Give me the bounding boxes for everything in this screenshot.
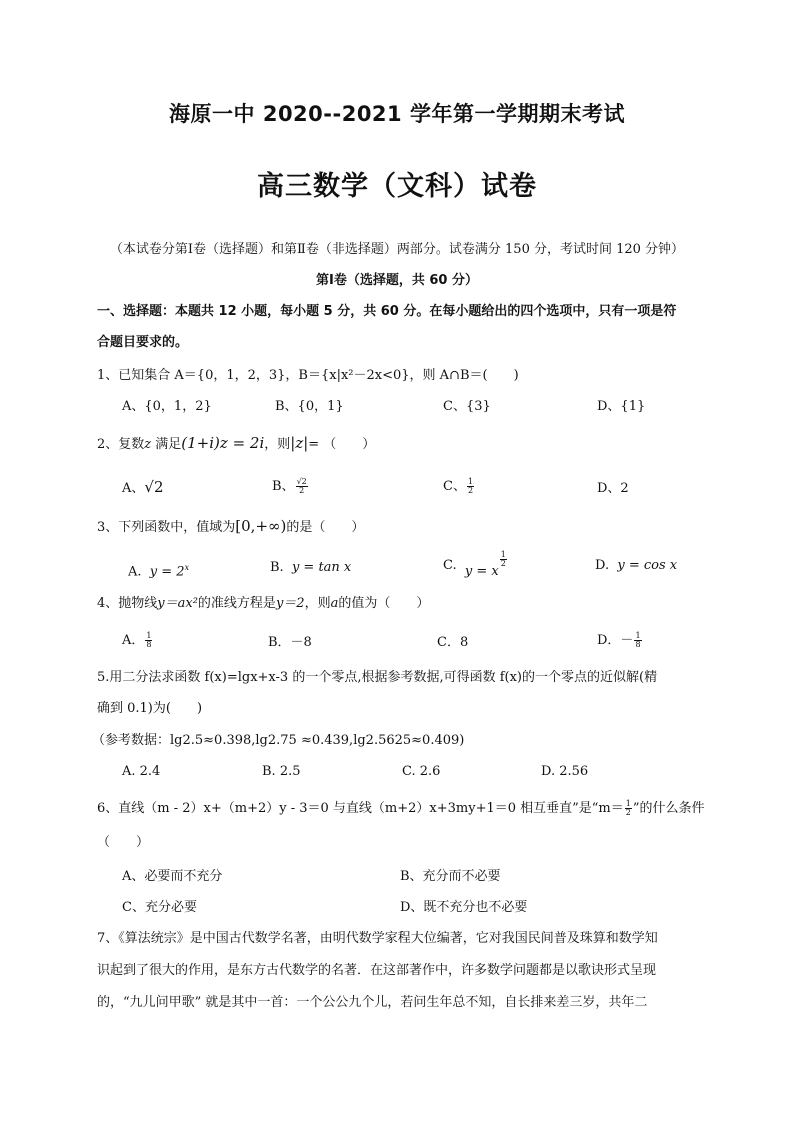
question-4-option-c: C．8 — [437, 635, 469, 650]
question-4-option-d — [597, 631, 643, 651]
q3-b-value: y = tan x — [291, 560, 352, 575]
q4-a-num: 1 — [146, 631, 152, 640]
q3-d-value: y = cos x — [617, 558, 678, 573]
q3-stem-post: 的是（ ） — [286, 520, 365, 535]
q6-frac-num: 1 — [625, 799, 631, 808]
q4-mid: 的准线方程是 — [197, 596, 276, 611]
q3-d-label: D. — [595, 558, 610, 573]
q2-equation: (1+i)z = 2i — [181, 434, 265, 452]
question-3-stem — [97, 516, 364, 538]
section-heading: 第Ⅰ卷（选择题，共 60 分） — [316, 273, 478, 288]
question-2-option-a — [122, 477, 164, 499]
question-3-option-c — [443, 550, 508, 579]
question-6-option-a: A、必要而不充分 — [122, 869, 223, 884]
question-5-stem-line1: 5.用二分法求函数 f(x)=lgx+x-3 的一个零点,根据参考数据,可得函数 f(x)的一个零点的近似解(精 — [97, 670, 658, 685]
question-1-option-d: D、{1} — [597, 399, 646, 414]
question-3-option-a — [128, 558, 189, 582]
q6-frac-den: 2 — [625, 808, 631, 817]
q2-a-label: A、 — [122, 481, 145, 496]
q4-a-den: 8 — [146, 640, 152, 649]
question-5-option-a: A. 2.4 — [122, 764, 161, 779]
q2-b-label: B、 — [272, 479, 295, 494]
question-2-option-b — [272, 477, 309, 497]
q3-b-label: B. — [270, 560, 284, 575]
question-6-option-d: D、既不充分也不必要 — [400, 900, 528, 915]
q6-stem-post: ”的什么条件 — [632, 801, 705, 816]
q2-z: z — [144, 437, 152, 452]
question-6-option-b: B、充分而不必要 — [400, 869, 501, 884]
q2-b-num: √2 — [296, 477, 307, 486]
question-5-option-d: D. 2.56 — [541, 764, 589, 779]
q2-stem-pre: 2、复数 — [97, 437, 145, 452]
q2-post: ，则 — [264, 437, 291, 452]
q6-stem-pre: 6、直线（m - 2）x+（m+2）y - 3＝0 与直线（m+2）x+3my+1＝0 相互垂直”是“m＝ — [97, 801, 624, 816]
q4-a-label: A． — [122, 633, 145, 648]
q3-interval: [0,+∞) — [235, 517, 287, 535]
question-4-option-a — [122, 631, 153, 651]
q2-c-den: 2 — [467, 486, 474, 495]
question-1-stem: 1、已知集合 A＝{0，1，2，3}，B＝{x|x²－2x<0}，则 A∩B＝( ) — [97, 368, 519, 383]
question-3-option-b — [270, 558, 351, 578]
question-7-line3: 的，“九儿问甲歌” 就是其中一首：一个公公九个儿，若问生年总不知，自长排来差三岁，共年二 — [97, 995, 648, 1010]
part1-intro-line1: 一、选择题：本题共 12 小题，每小题 5 分，共 60 分。在每小题给出的四个选项中，只有一项是符 — [97, 304, 677, 319]
q2-a-value: √2 — [144, 478, 164, 496]
q4-a-fraction — [145, 632, 152, 649]
question-1-option-a: A、{0，1，2} — [122, 399, 212, 414]
q4-d-label: D．－ — [597, 633, 634, 648]
exam-subtitle: 高三数学（文科）试卷 — [257, 171, 537, 202]
q6-fraction — [625, 800, 632, 817]
question-5-option-b: B. 2.5 — [262, 764, 301, 779]
q2-abs: |z| — [290, 434, 309, 452]
q3-a-exponent: x — [184, 563, 190, 572]
question-3-option-d — [595, 556, 677, 576]
q3-c-exponent — [500, 551, 507, 568]
q4-post: ，则 — [304, 596, 331, 611]
question-2-option-d: D、2 — [597, 481, 629, 496]
q4-eq2: y＝2 — [275, 596, 305, 611]
question-1-option-c: C、{3} — [443, 399, 491, 414]
q4-d-den: 8 — [635, 640, 641, 649]
question-6-option-c: C、充分必要 — [122, 900, 197, 915]
q2-c-fraction — [467, 478, 474, 495]
question-5-stem-line2: 确到 0.1)为( ) — [97, 701, 203, 716]
q4-stem-pre: 4、抛物线 — [97, 596, 158, 611]
question-6-paren: （ ） — [97, 835, 150, 850]
q4-d-num: 1 — [635, 631, 641, 640]
exam-title: 海原一中 2020--2021 学年第一学期期末考试 — [169, 102, 625, 126]
q4-eq1: y＝ax² — [157, 596, 198, 611]
q3-c-den: 2 — [500, 559, 506, 568]
question-6-stem — [97, 799, 705, 819]
exam-note: （本试卷分第Ⅰ卷（选择题）和第Ⅱ卷（非选择题）两部分。试卷满分 150 分，考试时间 120 分钟） — [109, 242, 685, 257]
question-5-option-c: C. 2.6 — [402, 764, 441, 779]
q3-c-value: y = x — [464, 564, 499, 579]
question-4-stem — [97, 594, 429, 614]
q2-mid: 满足 — [151, 437, 182, 452]
question-2-option-c — [443, 477, 475, 497]
q3-a-label: A. — [128, 564, 142, 580]
q4-d-fraction — [634, 632, 641, 649]
q2-b-den: 2 — [299, 486, 305, 495]
q3-c-label: C. — [443, 558, 457, 573]
question-7-line2: 识起到了很大的作用，是东方古代数学的名著．在这部著作中，许多数学问题都是以歌诀形式呈现 — [97, 963, 657, 978]
q2-c-label: C、 — [443, 479, 466, 494]
question-4-option-b: B．－8 — [268, 635, 312, 650]
q3-a-value: y = 2 — [149, 564, 185, 580]
q3-c-num: 1 — [500, 550, 506, 559]
part1-intro-line2: 合题目要求的。 — [97, 335, 189, 350]
q2-b-fraction — [296, 478, 308, 495]
question-1-option-b: B、{0，1} — [275, 399, 344, 414]
question-5-reference: （参考数据：lg2.5≈0.398,lg2.75 ≈0.439,lg2.5625≈0.409) — [92, 733, 465, 748]
q3-stem-pre: 3、下列函数中，值域为 — [97, 520, 236, 535]
question-2-stem — [97, 433, 375, 455]
q2-c-num: 1 — [467, 477, 474, 486]
q4-a-var: a — [330, 596, 339, 611]
q4-end: 的值为（ ） — [338, 596, 430, 611]
q2-end: = （ ） — [308, 437, 376, 452]
question-7-line1: 7、《算法统宗》是中国古代数学名著，由明代数学家程大位编著，它对我国民间普及珠算和数学知 — [97, 931, 658, 946]
